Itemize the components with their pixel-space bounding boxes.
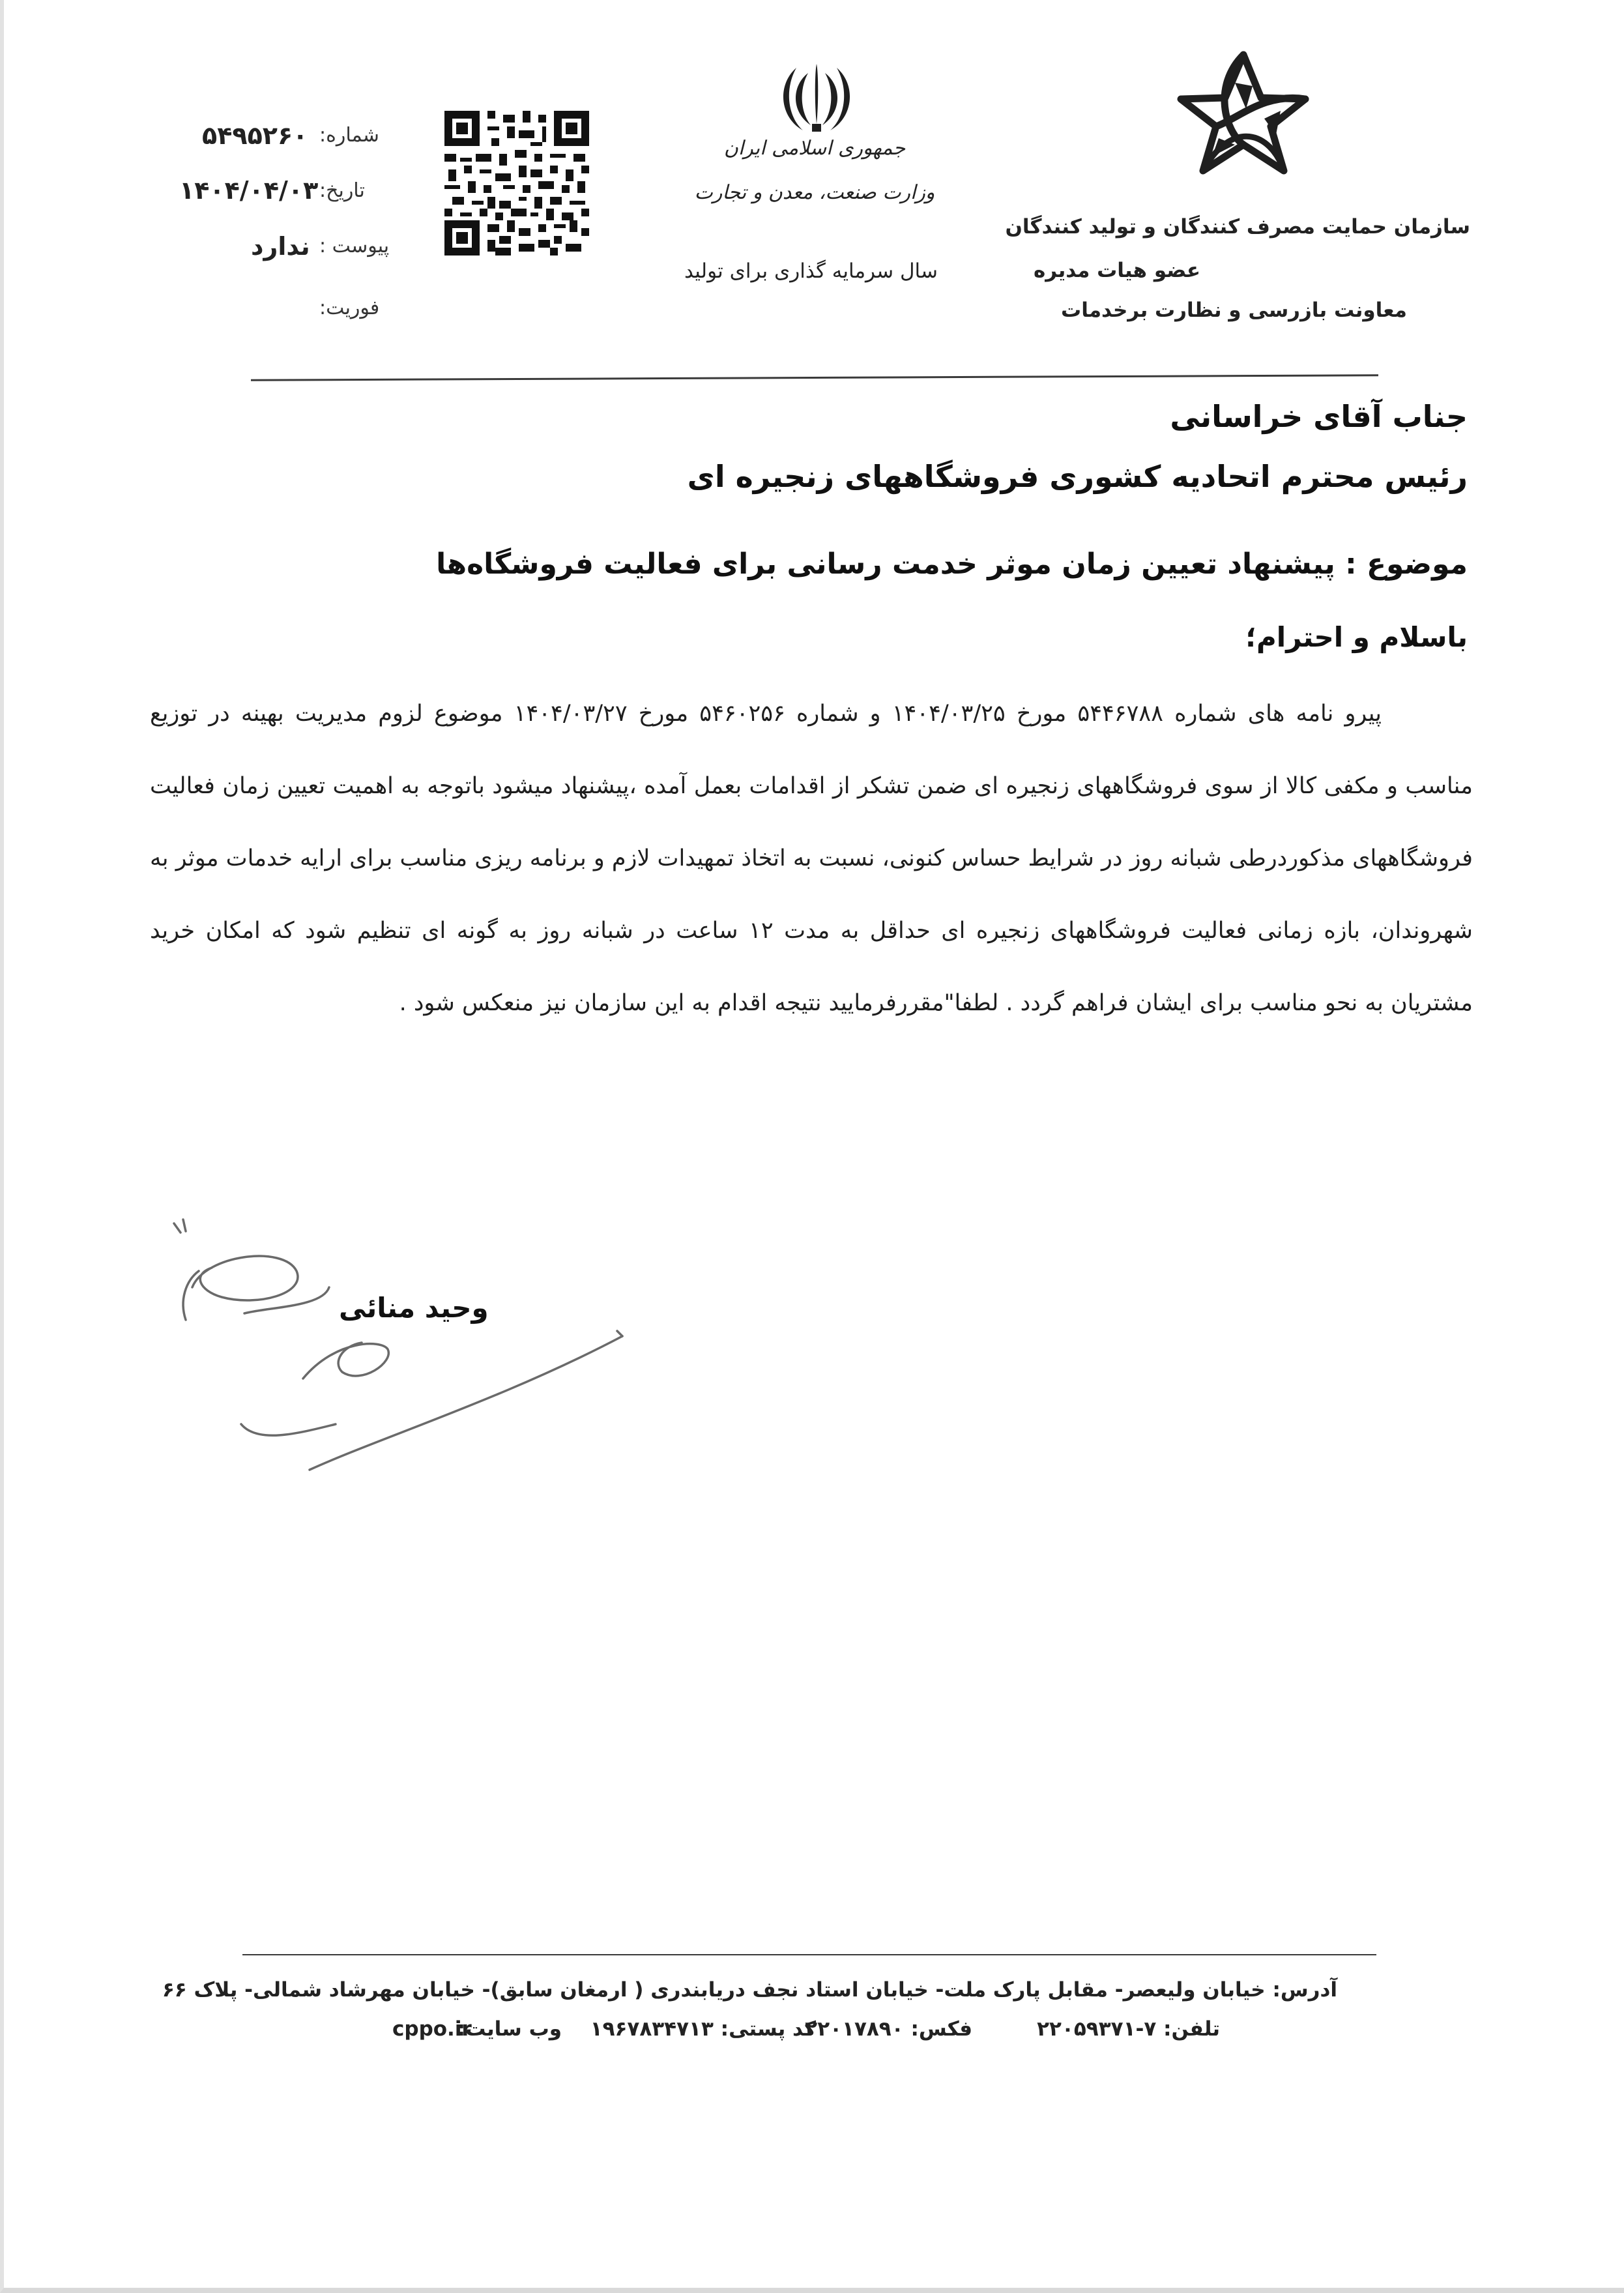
organization-name: سازمان حمایت مصرف کنندگان و تولید کنندگان <box>1005 215 1470 239</box>
letter-urgency-label: فوریت: <box>319 297 380 319</box>
signer-name: وحید منائی <box>339 1292 489 1324</box>
header-divider <box>251 374 1378 381</box>
letter-date-value: ۱۴۰۴/۰۴/۰۳ <box>179 176 319 205</box>
organization-board: عضو هیات مدیره <box>1033 259 1200 282</box>
letter-attachment-value: ندارد <box>251 232 310 261</box>
footer-postal-code: کد پستی: ۱۹۶۷۸۳۴۷۱۳ <box>590 2017 816 2041</box>
footer-address: آدرس: خیابان ولیعصر- مقابل پارک ملت- خیابان استاد نجف دریابندری ( ارمغان سابق)- خیابان مهرشاد شمالی- پلاک ۶۶ <box>162 1978 1337 2002</box>
salutation: باسلام و احترام؛ <box>1245 621 1468 653</box>
ministry-name: وزارت صنعت، معدن و تجارت <box>694 181 935 204</box>
letter-body: پیرو نامه های شماره ۵۴۴۶۷۸۸ مورخ ۱۴۰۴/۰۳/۲۵ و شماره ۵۴۶۰۲۵۶ مورخ ۱۴۰۴/۰۳/۲۷ موضوع لزوم مدیریت بهینه در توزیع مناسب و مکفی کالا از سوی فروشگاههای زنجیره ای ضمن تشکر از اقدامات بعمل آمده ،پیشنهاد میشود باتوجه به اهمیت تعیین زمان فعالیت فروشگاههای مذکوردرطی شبانه روز در شرایط حساس کنونی، نسبت به اتخاذ تمهیدات لازم و برنامه ریزی مناسب برای ارایه خدمات موثر به شهروندان، بازه زمانی فعالیت فروشگاههای زنجیره ای حداقل به مدت ۱۲ ساعت در شبانه روز به گونه ای تنظیم شود که امکان خرید مشتریان به نحو مناسب برای ایشان فراهم گردد . لطفا"مقررفرمایید نتیجه اقدام به این سازمان نیز منعکس شود . <box>150 701 1473 1016</box>
footer-website-label: وب سایت: <box>457 2017 562 2041</box>
letter-attachment-label: پیوست : <box>319 235 390 257</box>
qr-code <box>444 111 589 256</box>
footer-phone: تلفن: ۷-۲۲۰۵۹۳۷۱ <box>1037 2017 1220 2041</box>
letter-number-label: شماره: <box>319 124 379 147</box>
letter-number-value: ۵۴۹۵۲۶۰ <box>202 121 308 150</box>
organization-department: معاونت بازرسی و نظارت برخدمات <box>1061 299 1407 322</box>
footer-divider <box>242 1954 1376 1955</box>
footer-website-link[interactable]: cppo.ir <box>392 2017 472 2041</box>
organization-logo <box>1173 47 1313 184</box>
letter-subject: موضوع : پیشنهاد تعیین زمان موثر خدمت رسانی برای فعالیت فروشگاه‌ها <box>436 548 1468 581</box>
iran-emblem-icon <box>777 60 856 135</box>
year-slogan: سال سرمایه گذاری برای تولید <box>684 259 938 283</box>
recipient-title: رئیس محترم اتحادیه کشوری فروشگاههای زنجیره ای <box>687 459 1468 494</box>
handwritten-signature <box>166 1209 655 1483</box>
footer-fax: فکس: ۲۲۰۱۷۸۹۰ <box>805 2017 972 2041</box>
letter-date-label: تاریخ: <box>319 179 365 202</box>
ministry-country-name: جمهوری اسلامی ایران <box>723 137 906 160</box>
recipient-name: جناب آقای خراسانی <box>1170 399 1468 434</box>
